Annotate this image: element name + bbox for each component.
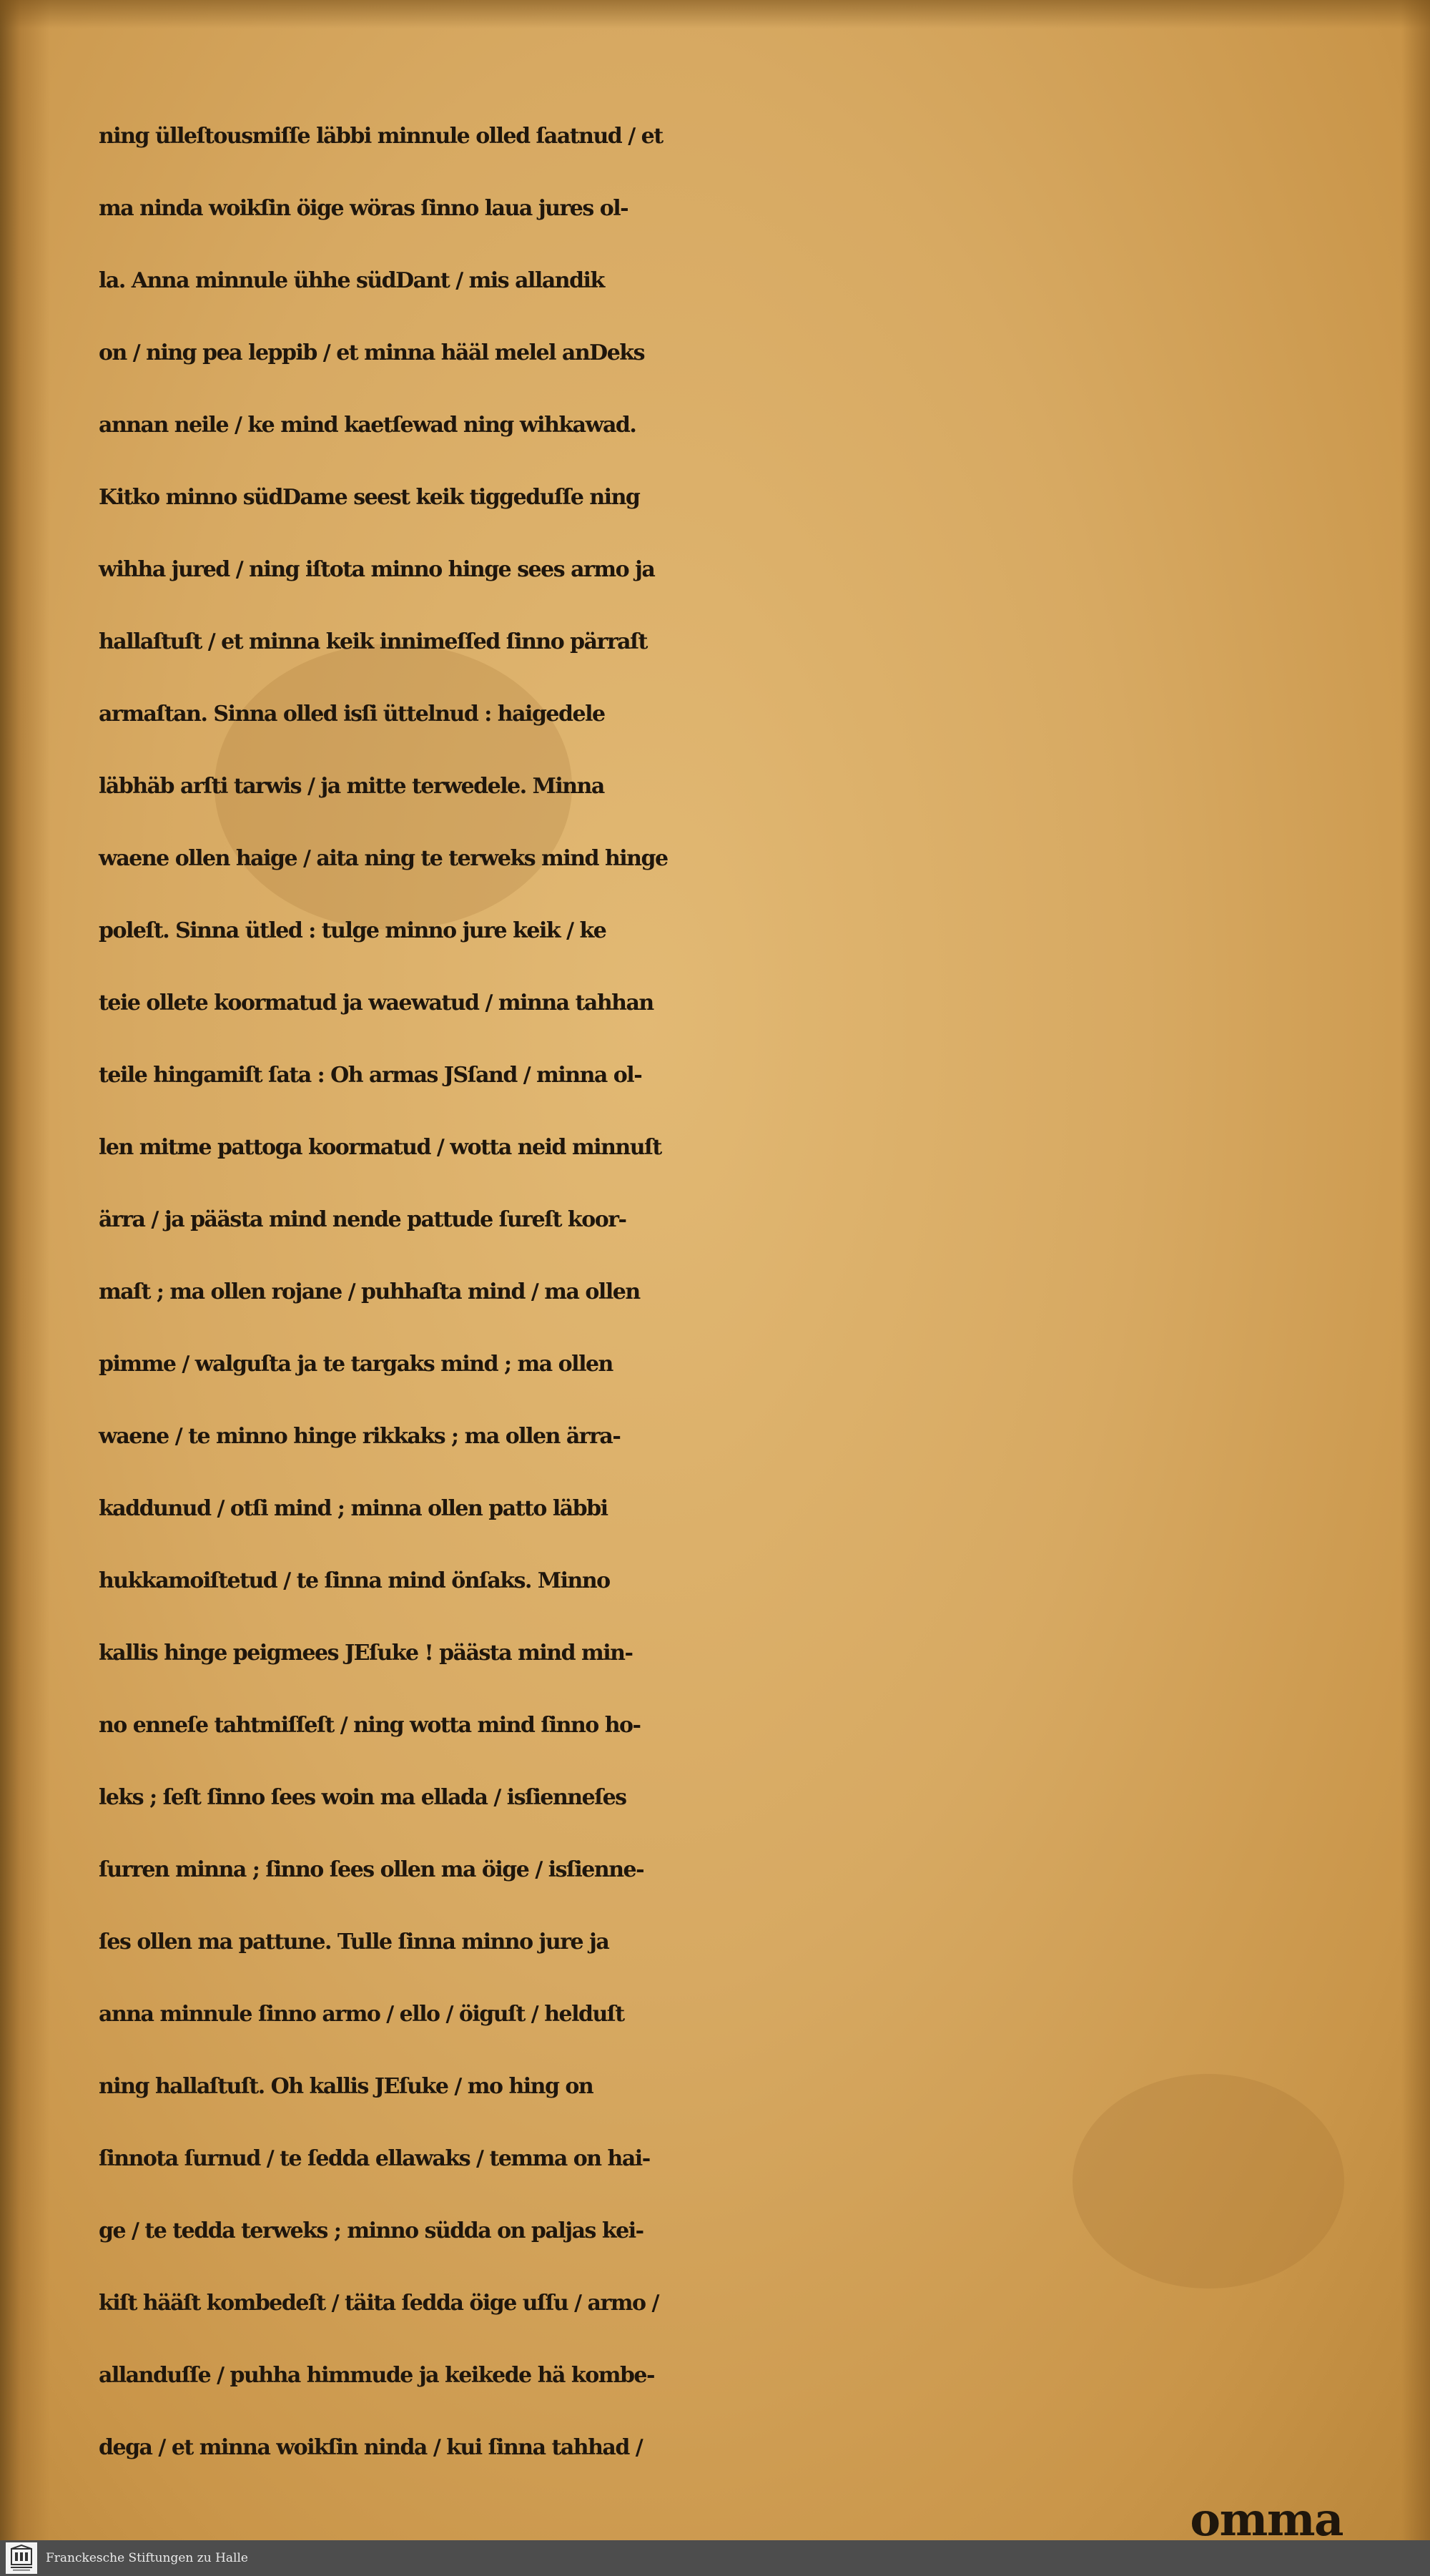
text-line: ärra / ja päästa mind nende pattude ſureſt koor-	[99, 1207, 626, 1232]
text-line: waene ollen haige / aita ning te terweks mind hinge	[99, 846, 668, 871]
page-text-block	[99, 100, 1386, 2540]
text-line: ſinnota ſurnud / te ſedda ellawaks / temma on hai-	[99, 2146, 650, 2171]
text-line: allanduſſe / puhha himmude ja keikede hä kombe-	[99, 2363, 654, 2388]
text-line: hukkamoiſtetud / te ſinna mind önſaks. Minno	[99, 1568, 610, 1593]
text-line: waene / te minno hinge rikkaks ; ma ollen ärra-	[99, 1424, 621, 1449]
text-line: ge / te tedda terweks ; minno südda on paljas kei-	[99, 2218, 644, 2243]
text-line: ſurren minna ; ſinno ſees ollen ma öige / isſienne-	[99, 1857, 644, 1882]
page-edge-shadow-right	[1401, 0, 1430, 2540]
text-line: ſes ollen ma pattune. Tulle ſinna minno jure ja	[99, 1929, 609, 1955]
text-line: teile hingamiſt ſata : Oh armas JSſand / minna ol-	[99, 1063, 642, 1088]
text-line: no enneſe tahtmiſſeſt / ning wotta mind ſinno ho-	[99, 1713, 641, 1738]
text-line: annan neile / ke mind kaetſewad ning wihkawad.	[99, 413, 636, 438]
footer-institution-label: Franckesche Stiftungen zu Halle	[46, 2551, 248, 2565]
text-line: len mitme pattoga koormatud / wotta neid minnuſt	[99, 1135, 661, 1160]
text-line: dega / et minna woikſin ninda / kui ſinna tahhad /	[99, 2435, 643, 2460]
footer-bar	[0, 2540, 1430, 2576]
text-line: pimme / walguſta ja te targaks mind ; ma ollen	[99, 1352, 613, 1377]
text-line: maſt ; ma ollen rojane / puhhaſta mind / ma ollen	[99, 1279, 640, 1304]
text-line: leks ; ſeſt ſinno ſees woin ma ellada / isſienneſes	[99, 1785, 626, 1810]
text-line: läbhäb arſti tarwis / ja mitte terwedele. Minna	[99, 774, 604, 799]
text-line: on / ning pea leppib / et minna hääl melel anDeks	[99, 340, 644, 365]
text-line: ning ülleſtousmiſſe läbbi minnule olled ſaatnud / et	[99, 124, 663, 149]
text-line: Kitko minno südDame seest keik tiggeduſſe ning	[99, 485, 640, 510]
text-line: hallaſtuſt / et minna keik innimeſſed ſinno pärraſt	[99, 629, 647, 654]
text-line: kallis hinge peigmees JEſuke ! päästa mind min-	[99, 1641, 633, 1666]
text-line: poleſt. Sinna ütled : tulge minno jure keik / ke	[99, 918, 606, 943]
text-line: teie ollete koormatud ja waewatud / minna tahhan	[99, 990, 654, 1016]
text-line: kaddunud / otſi mind ; minna ollen patto läbbi	[99, 1496, 608, 1521]
text-line: wihha jured / ning iſtota minno hinge sees armo ja	[99, 557, 655, 582]
text-line: kiſt hääſt kombedeſt / täita ſedda öige uſſu / armo /	[99, 2291, 659, 2316]
page-edge-shadow-left	[0, 0, 50, 2540]
foundation-logo-icon[interactable]	[6, 2542, 37, 2574]
catchword: omma	[1190, 2493, 1343, 2540]
page-edge-shadow-top	[0, 0, 1430, 29]
text-line: la. Anna minnule ühhe südDant / mis allandik	[99, 268, 604, 293]
text-line: ma ninda woikſin öige wöras ſinno laua jures ol-	[99, 196, 628, 221]
text-line: ning hallaſtuſt. Oh kallis JEſuke / mo hing on	[99, 2074, 593, 2099]
text-line: armaſtan. Sinna olled isſi üttelnud : haigedele	[99, 702, 605, 727]
text-line: anna minnule ſinno armo / ello / öiguſt / helduſt	[99, 2002, 624, 2027]
